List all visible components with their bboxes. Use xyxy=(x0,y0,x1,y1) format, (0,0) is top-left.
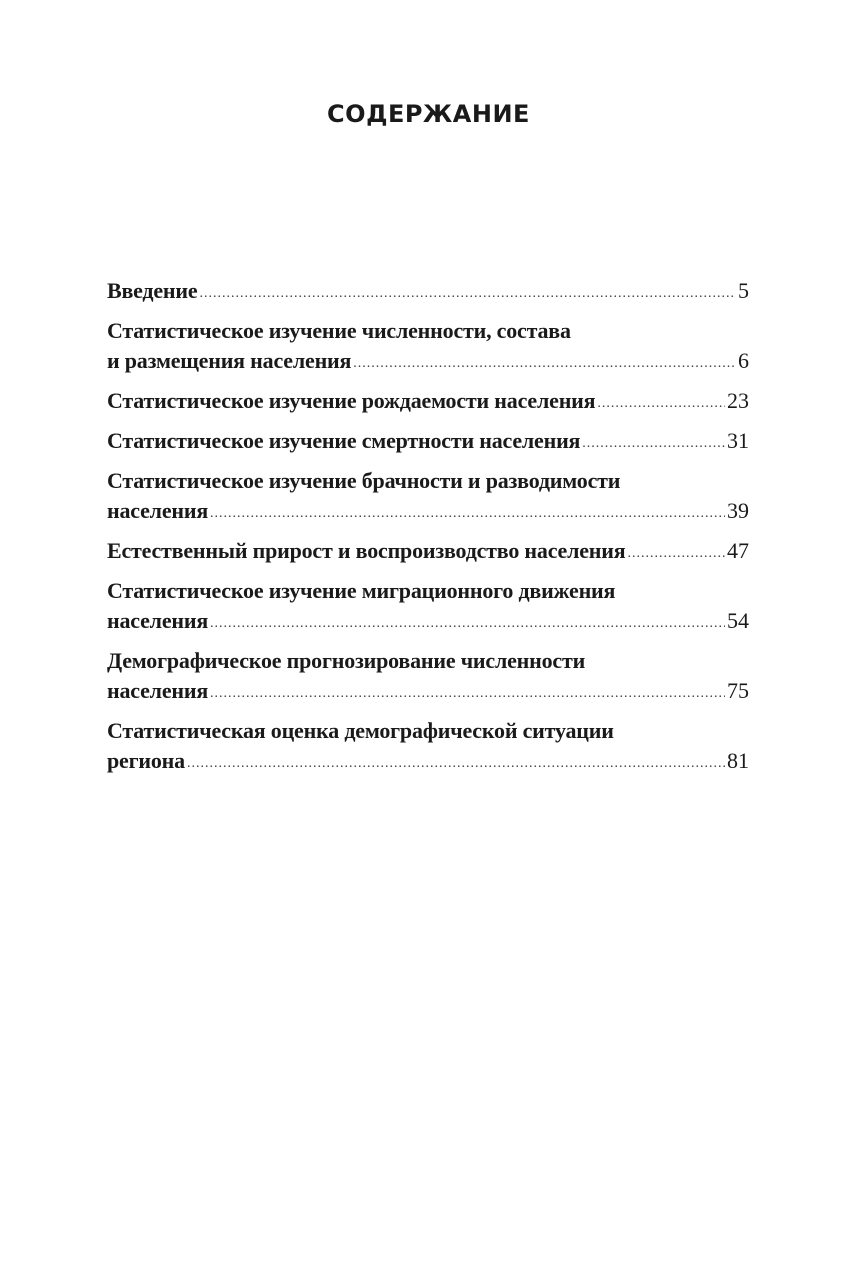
toc-entry-title-line1: Статистическое изучение численности, состава xyxy=(107,318,571,343)
toc-entry xyxy=(107,426,749,456)
toc-entry-title: населения xyxy=(107,498,209,523)
toc-page-number: 31 xyxy=(727,428,749,453)
toc-entry xyxy=(107,646,749,706)
toc-entry-line xyxy=(107,276,749,306)
dot-leader xyxy=(582,437,725,451)
toc-entry xyxy=(107,466,749,526)
toc-entry xyxy=(107,386,749,416)
table-of-contents xyxy=(107,276,749,786)
dot-leader xyxy=(353,357,736,371)
toc-page-number: 5 xyxy=(738,278,749,303)
toc-entry xyxy=(107,276,749,306)
toc-entry-title: Статистическое изучение рождаемости населения xyxy=(107,388,596,413)
toc-entry-title: населения xyxy=(107,678,209,703)
toc-entry-line xyxy=(107,606,749,636)
toc-entry-title: Статистическое изучение смертности населения xyxy=(107,428,581,453)
dot-leader xyxy=(210,687,725,701)
toc-page-number: 47 xyxy=(727,538,749,563)
toc-entry xyxy=(107,716,749,776)
toc-entry-title-line1: Демографическое прогнозирование численности xyxy=(107,648,586,673)
dot-leader xyxy=(210,617,725,631)
toc-page-number: 75 xyxy=(727,678,749,703)
toc-page-number: 39 xyxy=(727,498,749,523)
toc-entry xyxy=(107,576,749,636)
dot-leader xyxy=(627,547,725,561)
dot-leader xyxy=(199,287,736,301)
toc-entry-title: Естественный прирост и воспроизводство населения xyxy=(107,538,626,563)
toc-entry-line xyxy=(107,496,749,526)
toc-entry-title: и размещения населения xyxy=(107,348,352,373)
toc-entry xyxy=(107,316,749,376)
dot-leader xyxy=(210,507,725,521)
toc-page-number: 81 xyxy=(727,748,749,773)
toc-entry-title-line1: Статистическое изучение брачности и разводимости xyxy=(107,468,621,493)
toc-entry-line xyxy=(107,676,749,706)
toc-entry-line xyxy=(107,746,749,776)
toc-entry-line xyxy=(107,426,749,456)
toc-entry-line xyxy=(107,386,749,416)
toc-entry-title: региона xyxy=(107,748,185,773)
toc-entry-title: Введение xyxy=(107,278,198,303)
toc-entry xyxy=(107,536,749,566)
toc-page-number: 54 xyxy=(727,608,749,633)
dot-leader xyxy=(597,397,725,411)
toc-heading: СОДЕРЖАНИЕ xyxy=(327,100,530,128)
toc-entry-title: населения xyxy=(107,608,209,633)
toc-entry-title-line1: Статистическая оценка демографической ситуации xyxy=(107,718,614,743)
toc-page-number: 6 xyxy=(738,348,749,373)
toc-page-number: 23 xyxy=(727,388,749,413)
toc-entry-line xyxy=(107,346,749,376)
toc-entry-title-line1: Статистическое изучение миграционного движения xyxy=(107,578,616,603)
dot-leader xyxy=(187,757,725,771)
toc-entry-line xyxy=(107,536,749,566)
